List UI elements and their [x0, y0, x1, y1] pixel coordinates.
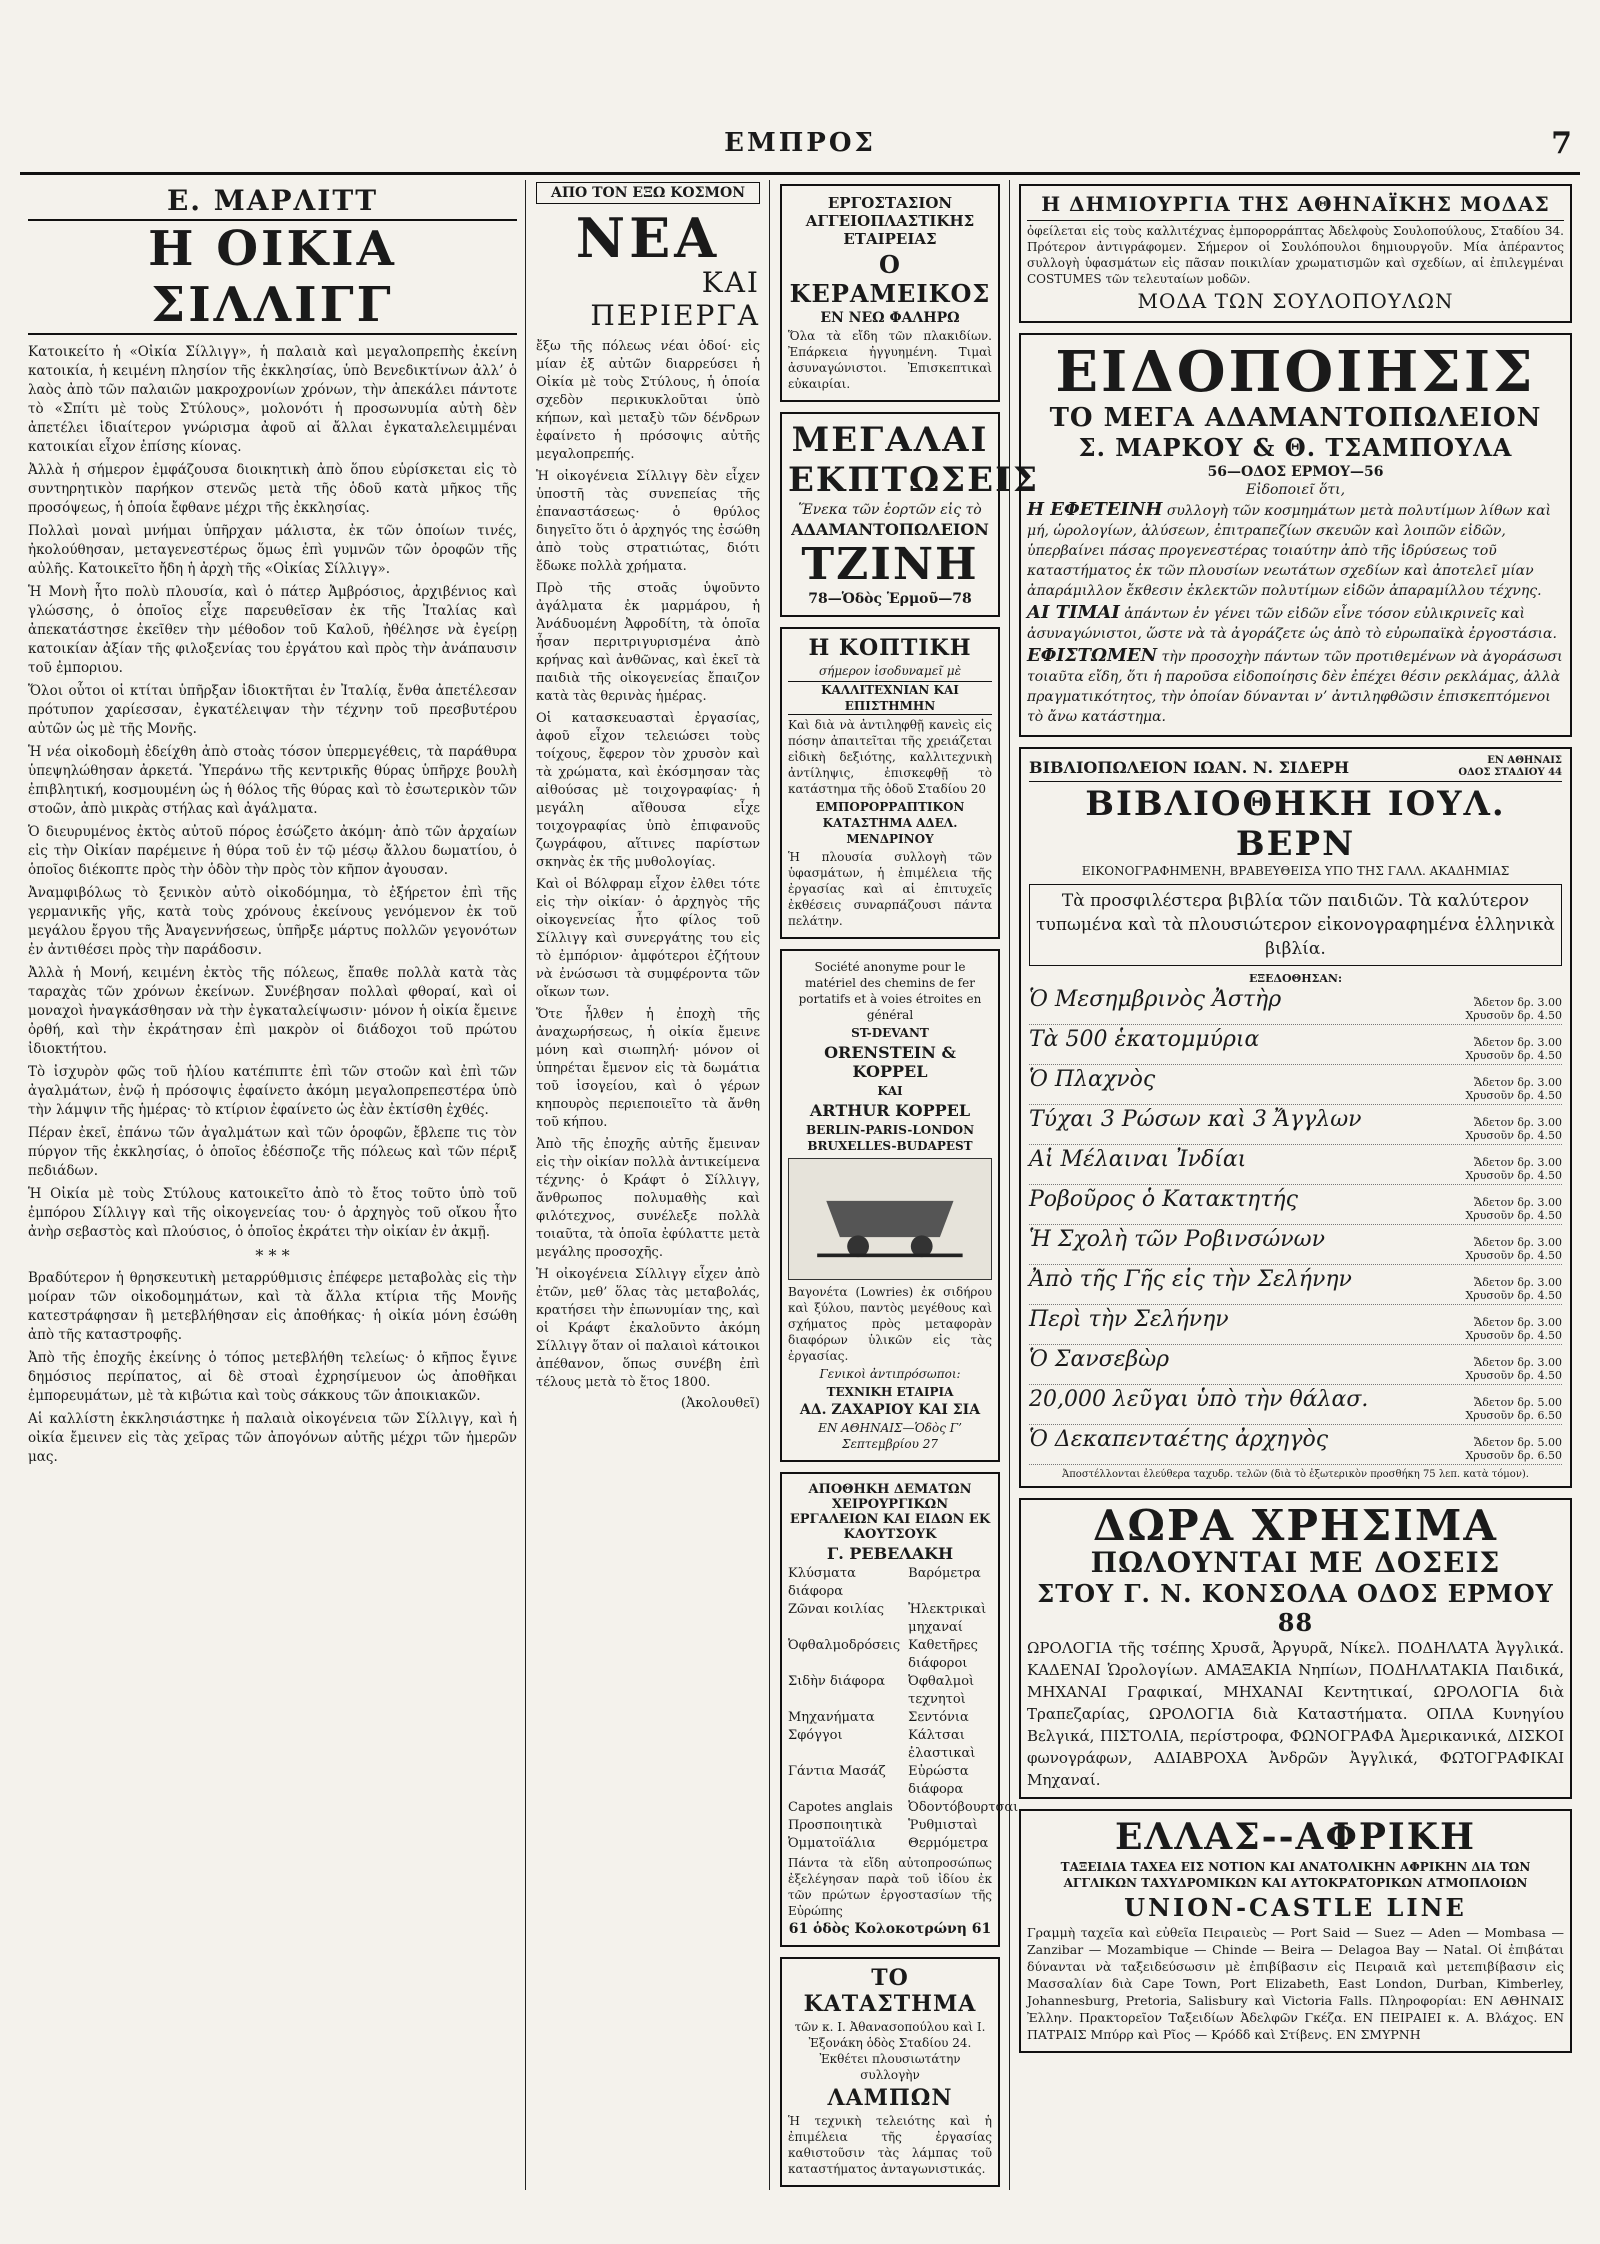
serial-paragraph: Πρὸ τῆς στοᾶς ὑψοῦντο ἀγάλματα ἐκ μαρμάρου, ἡ Ἀνάδυομένη Ἀφροδίτη, τὰ ὁποῖα ἦσαν περιτριγυρισμένα ἀπὸ κρήνας καὶ ἀνθῶνας, καὶ ἐκεῖ τὰ παιδιὰ τῆς οἰκογενείας ἔπαιζον κατὰ τὰς θερινὰς ἡμέρας.	[536, 581, 760, 704]
serial-continuation: ἔξω τῆς πόλεως νέαι ὁδοί· εἰς μίαν ἐξ αὐτῶν διαρρεύσει ἡ Οἰκία μὲ τοὺς Στύλους, ἡ ὁποία σχεδὸν περικυκλοῦται ὑπὸ κήπων, καὶ μεταξὺ τῶν δένδρων ἐφαίνετο ἡ πρόσοψις αὐτῆς μεγαλοπρεπής.	[536, 339, 760, 462]
book-price-unbound: Ἄδετον δρ. 5.00	[1474, 1436, 1562, 1449]
ad-koptiki-heading: Η ΚΟΠΤΙΚΗ	[808, 635, 972, 661]
book-prices	[1465, 1036, 1562, 1062]
ad-verne-shop-address: ΕΝ ΑΘΗΝΑΙΣ ΟΔΟΣ ΣΤΑΔΙΟΥ 44	[1458, 755, 1562, 778]
ad-africa-line: UNION-CASTLE LINE	[1124, 1893, 1467, 1922]
ad-koppel-st-devant: ST-DEVANT	[851, 1026, 929, 1040]
ad-notice-head-3: ΕΦΙΣΤΩΜΕΝ	[1027, 645, 1158, 666]
ad-koppel-text: Βαγονέτα (Lowries) ἐκ σιδήρου καὶ ξύλου, παντὸς μεγέθους καὶ σχήματος πρὸς μεταφορὰν διαφόρων ὑλικῶν εἰς τὰς ἐργασίας.	[788, 1285, 992, 1363]
book-prices	[1465, 1196, 1562, 1222]
book-title: Ἡ Σχολὴ τῶν Ροβινσώνων	[1029, 1227, 1325, 1252]
ad-verne-library	[1019, 747, 1572, 1488]
ad-notice-text-3: τὴν προσοχὴν πάντων τῶν προτιθεμένων νὰ ἀγοράσωσι τοιαῦτα εἴδη, ὅτι ἡ παροῦσα εἰδοποίησις δὲν ἐπέχει θέσιν ρεκλάμας, ἀλλὰ πραγματικότητος, τὴν ὁποίαν δύνανται ν’ ἀντιληφθῶσιν ἐπισκεπτόμενοι τὸ ἄνω κατάστημα.	[1027, 649, 1563, 725]
column-ads-right	[1011, 180, 1580, 2190]
ad-revelaki-item: Σφόγγοι	[788, 1728, 843, 1743]
ad-tzinis-shop: ΑΔΑΜΑΝΤΟΠΩΛΕΙΟΝ	[791, 520, 989, 539]
book-title: Τύχαι 3 Ρώσων καὶ 3 Ἄγγλων	[1029, 1107, 1362, 1132]
wagon-icon	[799, 1165, 981, 1273]
ad-lamps-footer: Ἡ τεχνικὴ τελειότης καὶ ἡ ἐπιμέλεια τῆς ἐργασίας καθιστοῦσιν τὰς λάμπας τοῦ καταστήματος ἀνταγωνιστικάς.	[788, 2114, 992, 2176]
book-row	[1029, 1025, 1562, 1065]
ad-revelaki-items	[788, 1565, 1019, 1853]
book-title: Ἀπὸ τῆς Γῆς εἰς τὴν Σελήνην	[1029, 1267, 1352, 1292]
book-price-unbound: Ἄδετον δρ. 3.00	[1474, 1076, 1562, 1089]
ad-gifts-shop: ΣΤΟΥ Γ. Ν. ΚΟΝΣΟΛΑ ΟΔΟΣ ΕΡΜΟΥ 88	[1037, 1579, 1554, 1637]
ad-gifts-heading: ΔΩΡΑ ΧΡΗΣΙΜΑ	[1092, 1501, 1499, 1550]
ad-africa-heading: ΕΛΛΑΣ--ΑΦΡΙΚΗ	[1114, 1816, 1477, 1858]
ad-revelaki-item: Κλύσματα διάφορα	[788, 1566, 856, 1599]
book-title: Ὁ Μεσημβρινὸς Ἀστὴρ	[1029, 987, 1282, 1012]
ad-tzinis-heading-1: ΜΕΓΑΛΑΙ	[791, 420, 989, 460]
book-price-unbound: Ἄδετον δρ. 3.00	[1474, 1356, 1562, 1369]
newspaper-page	[20, 20, 1580, 2204]
column-ads-middle	[772, 180, 1040, 2190]
ad-koppel-company: Société anonyme pour le matériel des chemins de fer portatifs et à voies étroites en général	[798, 960, 982, 1022]
book-price-unbound: Ἄδετον δρ. 3.00	[1474, 1236, 1562, 1249]
ad-revelaki-item: Ὀδοντόβουρτσαι	[908, 1800, 1019, 1815]
book-price-bound: Χρυσοῦν δρ. 4.50	[1465, 1289, 1562, 1302]
ad-africa-sub: ΤΑΞΕΙΔΙΑ ΤΑΧΕΑ ΕΙΣ ΝΟΤΙΟΝ ΚΑΙ ΑΝΑΤΟΛΙΚΗΝ ΑΦΡΙΚΗΝ ΔΙΑ ΤΩΝ ΑΓΓΛΙΚΩΝ ΤΑΧΥΔΡΟΜΙΚΩΝ ΚΑΙ ΑΥΤΟΚΡΑΤΟΡΙΚΩΝ ΑΤΜΟΠΛΟΙΩΝ	[1060, 1860, 1531, 1890]
ad-verne-shop: ΒΙΒΛΙΟΠΩΛΕΙΟΝ ΙΩΑΝ. Ν. ΣΙΔΕΡΗ	[1029, 757, 1350, 777]
book-price-bound: Χρυσοῦν δρ. 4.50	[1465, 1009, 1562, 1022]
book-row	[1029, 1225, 1562, 1265]
ad-koptiki-shop: ΕΜΠΟΡΟΡΡΑΠΤΙΚΟΝ ΚΑΤΑΣΤΗΜΑ ΑΔΕΛ. ΜΕΝΔΡΙΝΟΥ	[815, 800, 965, 846]
book-price-bound: Χρυσοῦν δρ. 6.50	[1465, 1409, 1562, 1422]
ad-notice-head-1: Η ΕΦΕΤΕΙΝΗ	[1027, 499, 1163, 520]
ad-revelaki-address: 61 ὁδὸς Κολοκοτρώνη 61	[788, 1921, 992, 1937]
book-row	[1029, 1305, 1562, 1345]
ad-tzinis-owner: ΤΖΙΝΗ	[801, 539, 979, 590]
ad-notice-intro: Εἰδοποιεῖ ὅτι,	[1245, 482, 1346, 498]
ad-revelaki-item: Σιδὴν διάφορα	[788, 1674, 885, 1689]
ad-revelaki-item: Μηχανήματα	[788, 1710, 875, 1725]
book-price-bound: Χρυσοῦν δρ. 4.50	[1465, 1129, 1562, 1142]
book-price-unbound: Ἄδετον δρ. 5.00	[1474, 1396, 1562, 1409]
serial-paragraph: Ὅτε ἦλθεν ἡ ἐποχὴ τῆς ἀναχωρήσεως, ἡ οἰκία ἔμεινε μόνη καὶ σιωπηλή· μόνον οἱ ὑπηρέται ἔμενον εἰς τὰ δωμάτια τοῦ ἰσογείου, καὶ ὁ γέρων κηπουρὸς περιεποιεῖτο τὰ ἄνθη τοῦ κήπου.	[536, 1007, 760, 1130]
ad-revelaki-heading: ΑΠΟΘΗΚΗ ΔΕΜΑΤΩΝ ΧΕΙΡΟΥΡΓΙΚΩΝ ΕΡΓΑΛΕΙΩΝ ΚΑΙ ΕΙΔΩΝ ΕΚ ΚΑΟΥΤΣΟΥΚ	[789, 1482, 991, 1542]
serial-paragraph: Αἱ καλλίστη ἐκκλησιάστηκε ἡ παλαιὰ οἰκογένεια τῶν Σίλλιγγ, καὶ ἡ οἰκία ἔμεινεν εἰς τὰς χεῖρας τῶν ἀπογόνων αὐτῆς μέχρι τῶν ἡμερῶν μας.	[28, 1411, 517, 1465]
ad-koptiki-sub: σήμερον ἰσοδυναμεῖ μὲ	[818, 664, 962, 678]
ad-koptiki-footer: Ἡ πλουσία συλλογὴ τῶν ὑφασμάτων, ἡ ἐπιμέλεια τῆς ἐργασίας καὶ αἱ ἐπιτυχεῖς ἐκθέσεις συναρπάζουσι πάντα πελάτην.	[788, 850, 992, 928]
book-row	[1029, 1105, 1562, 1145]
ad-soulopoulos-heading: Η ΔΗΜΙΟΥΡΓΙΑ ΤΗΣ ΑΘΗΝΑΪΚΗΣ ΜΟΔΑΣ	[1027, 192, 1564, 221]
serial-paragraph: Πέραν ἐκεῖ, ἐπάνω τῶν ἀγαλμάτων καὶ τῶν ὁροφῶν, ἔβλεπε τις τὸν πύργον τῆς ἐκκλησίας, ὁ ὁποῖος ἐδέσποζε τῆς πόλεως καὶ τῶν πέριξ πεδιάδων.	[28, 1125, 517, 1179]
book-prices	[1465, 1236, 1562, 1262]
serial-paragraph: Οἱ κατασκευασταὶ ἐργασίας, ἀφοῦ εἶχον τελειώσει τοὺς τοίχους, ἔφερον τὸν χρυσὸν καὶ τὰ χρώματα, καὶ ἐκόσμησαν τὰς αἰθούσας μὲ τοιχογραφίας· ἡ μεγάλη αἴθουσα εἶχε τοιχογραφίας ὑπὸ ἐπιφανοῦς ζωγράφου, αἵτινες παρίστων σκηνὰς ἐκ τῆς μυθολογίας.	[536, 711, 760, 870]
ad-union-castle	[1019, 1809, 1572, 2053]
book-price-bound: Χρυσοῦν δρ. 4.50	[1465, 1369, 1562, 1382]
column-rule-1	[525, 180, 526, 2190]
book-price-bound: Χρυσοῦν δρ. 4.50	[1465, 1209, 1562, 1222]
serial-paragraph: Ἡ οἰκογένεια Σίλλιγγ δὲν εἶχεν ὑποστῆ τὰς συνεπείας τῆς ἐπαναστάσεως· ὁ θρύλος διηγεῖτο ὅτι ὁ ἀρχηγός της ἐσώθη ἀπὸ τοὺς στρατιώτας, διότι ἔδωκε πολλὰ χρήματα.	[536, 469, 760, 574]
ad-notice-shop: ΤΟ ΜΕΓΑ ΑΔΑΜΑΝΤΟΠΩΛΕΙΟΝ	[1049, 403, 1542, 433]
ad-konsolas	[1019, 1498, 1572, 1799]
serial-paragraph: Ἡ Μονὴ ἦτο πολὺ πλουσία, καὶ ὁ πάτερ Ἀμβρόσιος, ἀρχιβένιος καὶ γλώσσης, ὁ ὁποῖος εἶχε παρευθεῖσαν ἐκ τῆς Ἰταλίας καὶ ἀπεκατάστησε ἐκεῖθεν τὴν μέθοδον τοῦ Καλοῦ, ἠθέλησε νὰ ἐγείρῃ κατοικίαν ἀξίαν τῆς φιλοξενίας του ἐργάτου καὶ πρὸς τὴν ἀνάπαυσιν τοῦ ἐμποριου.	[28, 584, 517, 676]
book-title: 20,000 λεῦγαι ὑπὸ τὴν θάλασ.	[1029, 1387, 1369, 1412]
book-price-unbound: Ἄδετον δρ. 3.00	[1474, 996, 1562, 1009]
ad-soulopoulos-footer: ΜΟΔΑ ΤΩΝ ΣΟΥΛΟΠΟΥΛΩΝ	[1137, 289, 1454, 313]
ad-revelaki-item: Ὀφθαλμοὶ τεχνητοὶ	[908, 1674, 975, 1707]
book-prices	[1465, 1276, 1562, 1302]
book-price-bound: Χρυσοῦν δρ. 4.50	[1465, 1249, 1562, 1262]
book-price-bound: Χρυσοῦν δρ. 4.50	[1465, 1089, 1562, 1102]
book-title: Αἱ Μέλαιναι Ἰνδίαι	[1029, 1147, 1247, 1172]
ad-kerameikos	[780, 184, 1000, 402]
book-price-bound: Χρυσοῦν δρ. 4.50	[1465, 1329, 1562, 1342]
serial-paragraph: Πολλαὶ μοναὶ μνήμαι ὑπῆρχαν μάλιστα, ἐκ τῶν ὁποίων τινές, ἠκολούθησαν, μεταγενεστέρως ὅμως ἐπὶ γυμνῶν τῶν ὀροφῶν τῆς αὐλῆς. Κατοικεῖτο ἤδη ἡ ἀρχὴ τῆς «Οἰκίας Σίλλιγγ».	[28, 523, 517, 577]
serial-paragraph: Ἀπὸ τῆς ἐποχῆς αὐτῆς ἔμειναν εἰς τὴν οἰκίαν πολλὰ ἀντικείμενα τέχνης· ὁ Κράφτ ὁ Σίλλιγγ, ἄνθρωπος πολυμαθὴς καὶ φιλότεχνος, συνέλεξε πολλὰ τοιαῦτα, τὰ ὁποῖα ἐφύλαττε μετὰ μεγάλης προσοχῆς.	[536, 1137, 760, 1260]
ad-koptiki	[780, 627, 1000, 939]
ad-revelaki-item: Capotes anglais	[788, 1800, 893, 1815]
ad-kerameikos-text: Ὅλα τὰ εἴδη τῶν πλακιδίων. Ἐπάρκεια ἠγγυημένη. Τιμαὶ ἀσυναγώνιστοι. Ἐπισκεπτικαὶ εὐκαιρίαι.	[788, 329, 992, 391]
ad-koppel-cities: BERLIN-PARIS-LONDON BRUXELLES-BUDAPEST	[805, 1123, 975, 1153]
book-title: Περὶ τὴν Σελήνην	[1029, 1307, 1229, 1332]
book-title: Τὰ 500 ἑκατομμύρια	[1029, 1027, 1260, 1052]
ad-notice-paragraph-2	[1027, 603, 1564, 644]
ad-kerameikos-location: ΕΝ ΝΕΩ ΦΑΛΗΡΩ	[820, 310, 960, 326]
book-prices	[1465, 1116, 1562, 1142]
ad-notice-owners: Σ. ΜΑΡΚΟΥ & Θ. ΤΣΑΜΠΟΥΛΑ	[1078, 433, 1513, 462]
ad-revelaki-item: Ἠλεκτρικαὶ μηχαναί	[908, 1602, 987, 1635]
book-price-unbound: Ἄδετον δρ. 3.00	[1474, 1036, 1562, 1049]
ad-revelaki-item: Ὀμματοϊάλια	[788, 1836, 876, 1851]
ad-revelaki-item: Ὀφθαλμοδρόσεις	[788, 1638, 901, 1653]
book-prices	[1465, 1316, 1562, 1342]
ad-verne-heading: ΒΙΒΛΙΟΘΗΚΗ ΙΟΥΛ. ΒΕΡΝ	[1085, 784, 1506, 864]
ad-koppel-agent-2: ΑΔ. ΖΑΧΑΡΙΟΥ ΚΑΙ ΣΙΑ	[799, 1402, 981, 1418]
ad-kerameikos-name: Ο ΚΕΡΑΜΕΙΚΟΣ	[789, 250, 991, 308]
ad-soulopoulos	[1019, 184, 1572, 323]
ad-revelaki-text: Πάντα τὰ εἴδη αὐτοπροσώπως ἐξελέγησαν παρὰ τοῦ ἰδίου ἐκ τῶν πρώτων ἐργοστασίων τῆς Εὐρώπης	[788, 1856, 992, 1918]
serial-paragraph: Ἀλλὰ ἡ σήμερον ἐμφάζουσα διοικητικὴ ἀπὸ ὅπου εὑρίσκεται εἰς τὸ συντηρητικὸν παρήκον στενῶς μετὰ τῆς ὁδοῦ κατὰ μῆκος τῆς προσόψεως, ἡ ὁποία ἔφθανε μέχρι τῆς ἐκκλησίας.	[28, 462, 517, 516]
ad-revelaki-item: Ζῶναι κοιλίας	[788, 1602, 884, 1617]
book-prices	[1465, 1076, 1562, 1102]
book-price-bound: Χρυσοῦν δρ. 6.50	[1465, 1449, 1562, 1462]
serial-paragraph: Ὅλοι οὗτοι οἱ κτίται ὑπῆρξαν ἰδιοκτῆται ἐν Ἰταλίᾳ, ἔνθα ἀπετέλεσαν πρότυπον χαρίεσσαν, ἐγκατέλειψαν τὴν τέχνην τοῦ πρεσβυτέρου αὐτῶν ὡς μὲ τῆς Μονῆς.	[28, 683, 517, 737]
news-subheading: ΚΑΙ ΠΕΡΙΕΡΓΑ	[590, 266, 760, 332]
ad-revelaki	[780, 1472, 1019, 1947]
book-price-unbound: Ἄδετον δρ. 3.00	[1474, 1316, 1562, 1329]
book-row	[1029, 1425, 1562, 1465]
ad-africa-text: Γραμμὴ ταχεῖα καὶ εὐθεῖα Πειραιεὺς — Port Said — Suez — Aden — Mombasa — Zanzibar — Mozambique — Chinde — Beira — Delagoa Bay — Natal. Οἱ ἐπιβάται δύνανται νὰ ταξειδεύσωσιν μὲ ἐπιβίβασιν εἰς Πειραιᾶ καὶ μετεπιβίβασιν εἰς Μασσαλίαν διὰ Cape Town, Port Elizabeth, East London, Durban, Kimberley, Johannesburg, Pretoria, Salisbury καὶ Victoria Falls. Πληροφορίαι: ΕΝ ΑΘΗΝΑΙΣ Ἐλλην. Πρακτορεῖον Ταξειδίων Ἀδελφῶν Γκέζα. ΕΝ ΠΕΙΡΑΙΕΙ κ. Α. Βλάχος. ΕΝ ΠΑΤΡΑΙΣ Μπύρρ καὶ Ρῖος — Κρόδδ καὶ Στίβενς. ΕΝ ΣΜΥΡΝΗ	[1027, 1925, 1564, 2042]
ad-koptiki-tag: ΚΑΛΛΙΤΕΧΝΙΑΝ ΚΑΙ ΕΠΙΣΤΗΜΗΝ	[788, 681, 992, 715]
ad-tzinis-heading-2: ΕΚΠΤΩΣΕΙΣ	[788, 460, 1040, 500]
ad-notice-paragraph-1	[1027, 500, 1564, 601]
ad-verne-subtitle: ΕΙΚΟΝΟΓΡΑΦΗΜΕΝΗ, ΒΡΑΒΕΥΘΕΙΣΑ ΥΠΟ ΤΗΣ ΓΑΛΛ. ΑΚΑΔΗΜΙΑΣ	[1081, 864, 1510, 878]
ad-notice-head-2: ΑΙ ΤΙΜΑΙ	[1027, 602, 1120, 623]
book-row	[1029, 1385, 1562, 1425]
book-price-bound: Χρυσοῦν δρ. 4.50	[1465, 1049, 1562, 1062]
book-row	[1029, 1265, 1562, 1305]
ad-revelaki-item: Καθετῆρες διάφοροι	[908, 1638, 978, 1671]
ad-revelaki-item: Εὐρώστα διάφορα	[908, 1764, 969, 1797]
ad-revelaki-item: Ῥυθμισταὶ	[908, 1818, 978, 1833]
page-number: 7	[1551, 126, 1572, 161]
ad-tzinis	[780, 412, 1040, 617]
book-prices	[1465, 1396, 1562, 1422]
book-prices	[1465, 1436, 1562, 1462]
masthead	[20, 126, 1580, 175]
ad-verne-published: ΕΞΕΔΟΘΗΣΑΝ:	[1248, 972, 1343, 985]
ad-revelaki-item: Θερμόμετρα	[908, 1836, 989, 1851]
ad-tzinis-address: 78—Ὁδὸς Ἑρμοῦ—78	[808, 591, 972, 607]
ad-kerameikos-heading: ΕΡΓΟΣΤΑΣΙΟΝ ΑΓΓΕΙΟΠΛΑΣΤΙΚΗΣ ΕΤΑΙΡΕΙΑΣ	[805, 194, 975, 248]
serial-paragraph: Ἡ Οἰκία μὲ τοὺς Στύλους κατοικεῖτο ἀπὸ τὸ ἔτος τοῦτο ὑπὸ τοῦ ἐμπόρου Σίλλιγγ καὶ τῆς οἰκογενείας του· ὁ ἀρχηγὸς τοῦ οἴκου ἦτο ἀνὴρ σεβαστὸς καὶ πλούσιος, ὁ ὁποῖος ἐκράτει τὴν οἰκίαν ἐν ἀκμῇ.	[28, 1186, 517, 1240]
ad-revelaki-item: Βαρόμετρα	[908, 1566, 981, 1581]
ad-gifts-sub: ΠΩΛΟΥΝΤΑΙ ΜΕ ΔΟΣΕΙΣ	[1090, 1546, 1501, 1579]
column-news-wrapper	[528, 180, 1040, 2190]
ad-markou-tsampoula	[1019, 333, 1572, 737]
book-prices	[1465, 996, 1562, 1022]
book-price-bound: Χρυσοῦν δρ. 4.50	[1465, 1169, 1562, 1182]
serial-continued-note: (Ἀκολουθεῖ)	[680, 1396, 760, 1411]
ad-verne-footer: Ἀποστέλλονται ἐλεύθερα ταχυδρ. τελῶν (διὰ τὸ ἐξωτερικὸν προσθήκη 75 λεπ. κατὰ τόμον).	[1062, 1469, 1529, 1480]
serial-paragraph: Ἀναμφιβόλως τὸ ξενικὸν αὐτὸ οἰκοδόμημα, τὸ ἐξήρετον ἐπὶ τῆς γερμανικῆς γῆς, κατὰ τοὺς χρόνους ἐκείνους γενόμενον ἐκ τοῦ μεγάλου ἔργου τῆς Ἀναγεννήσεως, ὑπῆρξε μάρτυς πολλῶν γεγονότων ἐν ἀντιθέσει πρὸς τὴν παράδοσιν.	[28, 885, 517, 958]
serial-title: Η ΟΙΚΙΑ ΣΙΛΛΙΓΓ	[28, 219, 517, 335]
serial-paragraph: Κατοικείτο ἡ «Οἰκία Σίλλιγγ», ἡ παλαιὰ καὶ μεγαλοπρεπὴς ἐκείνη κατοικία, ἡ κειμένη πλησίον τῆς ἐκκλησίας, ὑπὸ Βενεδικτίνων ἀλλ’ ὁ λαὸς ἀπὸ τῶν παλαιῶν μακροχρονίων χρόνων, τὴν ἀπεκάλει πάντοτε τὸ «Σπίτι μὲ τοὺς Στύλους», μολονότι ἡ προσωνυμία αὐτὴ δὲν ἀπετέλει ἰδιαίτερον γνώρισμα ἀφοῦ αἱ ἄλλαι ἐγκαταλελειμμέναι κατοικίαι εἶχον ἐπίσης κίονας.	[28, 344, 517, 455]
book-title: Ὁ Σανσεβὼρ	[1029, 1347, 1170, 1372]
ad-koppel-name-2: ARTHUR KOPPEL	[809, 1101, 971, 1120]
book-row	[1029, 985, 1562, 1025]
ad-revelaki-owner: Γ. ΡΕΒΕΛΑΚΗ	[826, 1544, 954, 1563]
book-prices	[1465, 1156, 1562, 1182]
book-price-unbound: Ἄδετον δρ. 3.00	[1474, 1156, 1562, 1169]
ad-soulopoulos-text: ὀφείλεται εἰς τοὺς καλλιτέχνας ἐμπορορράπτας Ἀδελφοὺς Σουλοπούλους, Σταδίου 34. Πρότερον ἀντιγράφομεν. Σήμερον οἱ Σουλόπουλοι δημιουργοῦν. Μία ἀπέραντος συλλογὴ ὑφασμάτων εἰς πᾶσαν ποικιλίαν χρωματισμῶν καὶ σχεδίων, αἱ ἐπιλεγμέναι COSTUMES τῶν τελευταίων μοδῶν.	[1027, 224, 1564, 286]
news-heading: ΝΕΑ	[575, 206, 721, 270]
ad-verne-text: Τὰ προσφιλέστερα βιβλία τῶν παιδιῶν. Τὰ καλύτερον τυπωμένα καὶ τὰ πλουσιώτερον εἰκονογραφημένα ἑλληνικὰ βιβλία.	[1029, 884, 1562, 966]
book-row	[1029, 1145, 1562, 1185]
ad-lamps-heading: ΤΟ ΚΑΤΑΣΤΗΜΑ	[803, 1965, 977, 2017]
section-break-stars: * * *	[255, 1246, 290, 1265]
ad-revelaki-item: Προσποιητικὰ	[788, 1818, 883, 1833]
serial-author: Ε. ΜΑΡΛΙΤΤ	[166, 184, 379, 217]
ad-gifts-text: ΩΡΟΛΟΓΙΑ τῆς τσέπης Χρυσᾶ, Ἀργυρᾶ, Νίκελ. ΠΟΔΗΛΑΤΑ Ἀγγλικά. ΚΑΔΕΝΑΙ Ὡρολογίων. ΑΜΑΞΑΚΙΑ Νηπίων, ΠΟΔΗΛΑΤΑΚΙΑ Παιδικά, ΜΗΧΑΝΑΙ Γραφικαί, ΜΗΧΑΝΑΙ Κεντητικαί, ΩΡΟΛΟΓΙΑ διὰ Τραπεζαρίας, ΩΡΟΛΟΓΙΑ διὰ Καταστήματα. ΟΠΛΑ Κυνηγίου Βελγικά, ΠΙΣΤΟΛΙΑ, περίστροφα, ΦΩΝΟΓΡΑΦΑ Ἀμερικανικά, ΔΙΣΚΟΙ φωνογράφων, ΑΔΙΑΒΡΟΧΑ Ἀνδρῶν Ἀγγλικά, ΦΩΤΟΓΡΑΦΙΚΑΙ Μηχαναί.	[1027, 1639, 1564, 1789]
book-title: Ὁ Πλαχνὸς	[1029, 1067, 1156, 1092]
serial-paragraph: Βραδύτερον ἡ θρησκευτικὴ μεταρρύθμισις ἐπέφερε μεταβολὰς εἰς τὴν μοίραν τῶν οἰκοδομημάτων, καὶ τὰ ἄλλα κτίρια τῆς Μονῆς κατεστράφησαν ἢ μετεβλήθησαν εἰς ἀποθήκας· ἡ οἰκία μόνη ἐσώθη ἀπὸ τῆς καταστροφῆς.	[28, 1270, 517, 1343]
book-price-unbound: Ἄδετον δρ. 3.00	[1474, 1276, 1562, 1289]
serial-paragraph: Ἀπὸ τῆς ἐποχῆς ἐκείνης ὁ τόπος μετεβλήθη τελείως· ὁ κῆπος ἔγινε δημόσιος περίπατος, αἱ δὲ στοαὶ ἐχρησίμευον ὡς ἀποθῆκαι ἐμπορευμάτων, μὲ τὰ κιβώτια καὶ τοὺς σάκκους τῶν ἀποικιακῶν.	[28, 1350, 517, 1404]
ad-notice-text-2: ἁπάντων ἐν γένει τῶν εἰδῶν εἶνε τόσον εὐλικρινεῖς καὶ ἀσυναγώνιστοι, ὥστε νὰ τὰ ἀγοράζετε ὡς ἀπὸ τὸ εὐρωπαϊκὰ ἐργοστάσια.	[1027, 606, 1557, 642]
ad-notice-text-1: συλλογὴ τῶν κοσμημάτων μετὰ πολυτίμων λίθων καὶ μή, ὡρολογίων, ἀλύσεων, ἐπιτραπεζίων σκευῶν καὶ λοιπῶν εἰδῶν, ὑπερβαίνει πάσας προγενεστέρας τοιαύτην ἀπὸ τῆς ἰδρύσεως τοῦ καταστήματος ἐκ τῶν πλουσίων νεωτάτων σχεδίων καὶ ἀποτελεῖ μίαν ἀπαράμιλλον ἔκθεσιν ἐκλεκτῶν πολυτίμων εἰδῶν ἀπαραμίλλου τέχνης.	[1027, 503, 1552, 599]
ad-koppel-agent-label: Γενικοὶ ἀντιπρόσωποι:	[819, 1367, 961, 1381]
wagon-illustration	[788, 1158, 992, 1280]
ad-koppel-kai: ΚΑΙ	[877, 1084, 903, 1098]
news-section-label: ΑΠΟ ΤΟΝ ΕΞΩ ΚΟΣΜΟΝ	[536, 182, 760, 204]
book-prices	[1465, 1356, 1562, 1382]
ad-lamps-name: ΛΑΜΠΩΝ	[827, 2085, 953, 2111]
ad-revelaki-item: Σεντόνια	[908, 1710, 969, 1725]
book-row	[1029, 1345, 1562, 1385]
ad-koppel	[780, 949, 1000, 1462]
book-list	[1029, 985, 1562, 1465]
ad-revelaki-item: Κάλτσαι ἐλαστικαὶ	[908, 1728, 976, 1761]
ad-notice-paragraph-3	[1027, 646, 1564, 727]
ad-verne-shop-row	[1029, 755, 1562, 782]
ad-koppel-name: ORENSTEIN & KOPPEL	[824, 1043, 956, 1081]
masthead-title: ΕΜΠΡΟΣ	[724, 128, 876, 158]
book-row	[1029, 1185, 1562, 1225]
ad-koppel-agent: ΤΕΧΝΙΚΗ ΕΤΑΙΡΙΑ	[826, 1385, 954, 1399]
book-price-unbound: Ἄδετον δρ. 3.00	[1474, 1116, 1562, 1129]
ad-tzinis-text: Ἕνεκα τῶν ἑορτῶν εἰς τὸ	[798, 502, 982, 518]
ad-notice-address: 56—ΟΔΟΣ ΕΡΜΟΥ—56	[1207, 464, 1384, 480]
column-serial-novel	[20, 180, 525, 2190]
ad-revelaki-item: Γάντια Μασάζ	[788, 1764, 886, 1779]
ad-lamps-text: τῶν κ. Ι. Ἀθανασοπούλου καὶ Ι. Ἐξονάκη ὁδὸς Σταδίου 24. Ἐκθέτει πλουσιωτάτην συλλογὴν	[794, 2020, 986, 2082]
serial-paragraph: Ἡ οἰκογένεια Σίλλιγγ εἶχεν ἀπὸ ἐτῶν, μεθ’ ὅλας τὰς μεταβολάς, κρατήσει τὴν ἐπωνυμίαν της, καὶ οἱ Κράφτ ἐκαλοῦντο ἀκόμη Σίλλιγγ ὅταν οἱ παλαιοὶ κάτοικοι ἀπέθανον, ὅπως συνέβη ἐπὶ τέλους μετὰ τὸ ἔτος 1800.	[536, 1267, 760, 1390]
book-row	[1029, 1065, 1562, 1105]
serial-paragraph: Ἡ νέα οἰκοδομὴ ἐδείχθη ἀπὸ στοὰς τόσον ὑπερμεγέθεις, τὰ παράθυρα ὑπεψηλώθησαν ἀρκετά. Ὑπεράνω τῆς κεντρικῆς θύρας ὑπῆρχε βουλὴ ἐπιβλητική, κοσμουμένη ὡς ἡ θόλος τῆς θύρας καὶ τὸ ἐσωτερικὸν τῶν στοῶν, ἀπὸ μικρὰς στήλας καὶ ἀγάλματα.	[28, 744, 517, 817]
ad-koppel-address: ΕΝ ΑΘΗΝΑΙΣ—Ὁδὸς Γ’ Σεπτεμβρίου 27	[818, 1421, 962, 1451]
serial-paragraph: Ὁ διευρυμένος ἐκτὸς αὐτοῦ πόρος ἐσώζετο ἀκόμη· ἀπὸ τῶν ἀρχαίων εἰς τὴν Οἰκίαν παρέμεινε ἡ θύρα τοῦ ἐν τῷ μέσῳ ἄλλου δωματίου, ὁ ὁποῖος διέκοπτε πρὸς τὴν ὁδὸν τὴν πρὸς τὸν κῆπον ἀγουσαν.	[28, 824, 517, 878]
ad-lamps	[780, 1957, 1000, 2187]
serial-paragraph: Καὶ οἱ Βόλφραμ εἶχον ἐλθει τότε εἰς τὴν οἰκίαν· ὁ ἀρχηγὸς τῆς οἰκογενείας ἦτο φίλος τοῦ Σίλλιγγ καὶ συνεργάτης του εἰς τὸ ἐμπόριον· ἀμφότεροι ἐζήτουν νὰ ἐνώσωσι τὰ συμφέροντα τῶν οἴκων των.	[536, 877, 760, 1000]
ad-notice-heading: ΕΙΔΟΠΟΙΗΣΙΣ	[1055, 339, 1536, 405]
ad-koptiki-text: Καὶ διὰ νὰ ἀντιληφθῇ κανεὶς εἰς πόσην ἀπαιτεῖται τῆς χρειάζεται εἰδικὴ δεξιότης, καλλιτεχνικὴ ἀντίληψις, ἐπισκεφθῇ τὸ κατάστημα τῆς ὁδοῦ Σταδίου 20	[788, 718, 992, 796]
book-title: Ροβοῦρος ὁ Κατακτητής	[1029, 1187, 1298, 1212]
serial-paragraph: Τὸ ἰσχυρὸν φῶς τοῦ ἡλίου κατέπιπτε ἐπὶ τῶν στοῶν καὶ ἐπὶ τῶν ἀγαλμάτων, ἐνῷ ἡ πρόσοψις ἐφαίνετο ἀκόμη μεγαλοπρεπεστέρα ὑπὸ τὴν λάμψιν τῆς ἡμέρας· τὸ κτίριον ἐφαίνετο ὡς ἐὰν ἐκτίσθη ἐχθές.	[28, 1064, 517, 1118]
book-title: Ὁ Δεκαπενταέτης ἀρχηγὸς	[1029, 1427, 1329, 1452]
book-price-unbound: Ἄδετον δρ. 3.00	[1474, 1196, 1562, 1209]
serial-paragraph: Ἀλλὰ ἡ Μονή, κειμένη ἐκτὸς τῆς πόλεως, ἔπαθε πολλὰ κατὰ τὰς ταραχὰς τῶν χρόνων ἐκείνων. Συνέβησαν πολλαὶ φθοραί, καὶ οἱ μοναχοὶ ἠναγκάσθησαν νὰ τὴν ἐγκαταλείψωσιν· μόνον ἡ οἰκία ἔμεινε ὀρθή, καὶ τὴν ἐκράτησαν ἐπὶ μακρὸν οἱ διάδοχοι τοῦ πρώτου ἰδιοκτήτου.	[28, 965, 517, 1057]
